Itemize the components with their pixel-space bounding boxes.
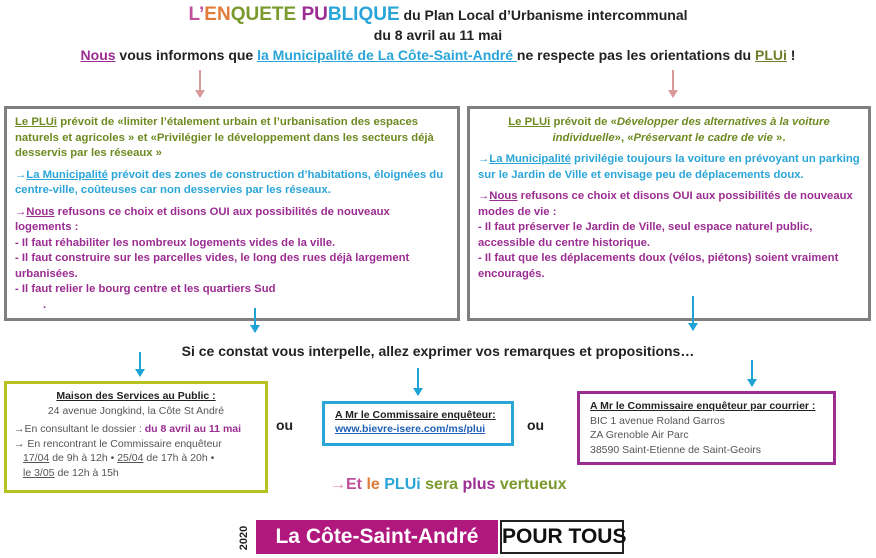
- title-part: PU: [301, 4, 328, 25]
- permanence-time: de 17h à 20h •: [143, 452, 215, 464]
- down-arrow-icon: [751, 360, 753, 386]
- courrier-line: ZA Grenoble Air Parc: [590, 429, 689, 441]
- down-arrow-icon: [417, 368, 419, 395]
- title-part: L’: [188, 4, 205, 25]
- right-arrow-icon: →: [478, 153, 490, 165]
- list-item: - Il faut relier le bourg centre et les quartiers Sud: [15, 283, 276, 295]
- right-arrow-icon: →: [15, 205, 27, 218]
- logo-year: [238, 520, 256, 554]
- right-arrow-icon: →: [15, 168, 27, 181]
- maison-services-box: [4, 381, 268, 493]
- maison-address: 24 avenue Jongkind, la Côte St André: [47, 404, 225, 417]
- municipalite-statement: prévoit des zones de construction d’habitations, éloignées du centre-ville, coûteuses car non desservies par les réseaux.: [15, 168, 444, 196]
- nous-statement: refusons ce choix et disons OUI aux possibilités de nouveaux logements :: [15, 205, 390, 233]
- consult-text: →En consultant le dossier :: [14, 423, 145, 435]
- plui-statement: prévoit de «limiter l’étalement urbain et l’urbanisation des espaces naturels et agricoles » et «Privilégier le développement dans les secteurs déjà desservis par les réseaux »: [15, 116, 434, 159]
- title-part: du: [399, 7, 425, 23]
- down-arrow-icon: [672, 70, 674, 97]
- plui-statement: Développer des alternatives à la voiture individuelle: [552, 116, 830, 144]
- courrier-line: BIC 1 avenue Roland Garros: [590, 414, 725, 427]
- slogan-word: plus: [462, 476, 500, 493]
- web-title: A Mr le Commissaire enquêteur:: [335, 409, 496, 421]
- slogan-word: vertueux: [499, 476, 567, 493]
- meet-line: → En rencontrant le Commissaire enquêteur: [14, 437, 222, 450]
- title-part: rbanisme: [521, 7, 588, 23]
- page-title: [0, 4, 876, 26]
- municipalite-statement: privilégie toujours la voiture en prévoyant un parking sur le Jardin de Ville et envisage peu de déplacements doux.: [478, 153, 860, 181]
- title-part: P: [424, 7, 434, 23]
- inform-text: vous informons que: [115, 47, 258, 63]
- municipalite-label: La Municipalité: [26, 168, 108, 181]
- inform-line: [0, 47, 876, 63]
- permanence-line: [14, 451, 258, 466]
- plui-mobilite-box: [467, 106, 871, 321]
- slogan-word: Et: [346, 476, 367, 493]
- down-arrow-icon: [139, 352, 141, 376]
- plui-urbanisme-box: [4, 106, 460, 321]
- web-box: [322, 401, 514, 446]
- permanence-date: 25/04: [117, 452, 144, 464]
- title-part: QUETE: [230, 4, 297, 25]
- right-arrow-icon: →: [330, 476, 346, 493]
- title-part: lan: [433, 7, 458, 23]
- permanence-line: [14, 466, 258, 481]
- list-item: - Il faut que les déplacements doux (vélos, piétons) soient vraiment encouragés.: [478, 252, 839, 280]
- web-link[interactable]: www.bievre-isere.com/ms/plui: [335, 423, 486, 435]
- ou-separator: ou: [276, 417, 294, 433]
- title-part: L: [457, 7, 467, 23]
- plui-statement: ».: [772, 131, 786, 144]
- logo-tag: POUR TOUS: [500, 520, 624, 554]
- permanence-time: de 9h à 12h •: [49, 452, 118, 464]
- consult-dates: du 8 avril au 11 mai: [144, 423, 242, 435]
- municipalite-label: la Municipalité de La Côte-Saint-André: [257, 47, 517, 63]
- consult-line: [14, 422, 258, 437]
- inform-text: !: [786, 47, 796, 63]
- plui-statement: », «: [614, 131, 634, 144]
- ou-separator: ou: [527, 417, 545, 433]
- nous-statement: refusons ce choix et disons OUI aux possibilités de nouveaux modes de vie :: [478, 190, 853, 218]
- municipalite-label: La Municipalité: [489, 153, 571, 165]
- permanence-date: 17/04: [23, 452, 50, 464]
- plui-label: Le PLUi: [508, 116, 551, 128]
- maison-title: Maison des Services au Public :: [56, 390, 216, 402]
- virtuous-slogan: [330, 476, 567, 494]
- title-part: i: [587, 7, 592, 23]
- logo: [238, 520, 627, 554]
- down-arrow-icon: [254, 308, 256, 332]
- logo-year-text: 2020: [238, 525, 251, 551]
- enquete-dates: du 8 avril au 11 mai: [373, 27, 503, 43]
- nous-label: Nous: [489, 190, 518, 202]
- courrier-box: [577, 391, 836, 465]
- list-item: - Il faut préserver le Jardin de Ville, seul espace naturel public, accessible du centre historique.: [478, 221, 813, 249]
- plui-label: PLUi: [755, 47, 787, 63]
- plui-statement: Préservant le cadre de vie: [633, 131, 773, 144]
- down-arrow-icon: [692, 296, 694, 330]
- inform-text: ne respecte pas les orientations du: [516, 47, 755, 63]
- list-item: - Il faut réhabiliter les nombreux logements vides de la ville.: [15, 236, 336, 249]
- courrier-line: 38590 Saint-Etienne de Saint-Geoirs: [590, 443, 762, 456]
- courrier-title: A Mr le Commissaire enquêteur par courrier :: [590, 400, 816, 412]
- logo-name: La Côte-Saint-André: [256, 520, 498, 554]
- dot: .: [43, 298, 47, 311]
- title-part: BLIQUE: [327, 4, 400, 25]
- permanence-time: de 12h à 15h: [54, 466, 119, 479]
- right-arrow-icon: →: [478, 190, 490, 202]
- slogan-word: le: [366, 476, 385, 493]
- plui-statement: prévoit de «: [550, 116, 617, 128]
- title-part: ocal d’: [466, 7, 511, 23]
- permanence-date: le 3/05: [23, 466, 55, 479]
- slogan-word: PLUi: [384, 476, 426, 493]
- title-part: EN: [204, 4, 231, 25]
- constat-text: Si ce constat vous interpelle, allez exprimer vos remarques et propositions…: [181, 343, 695, 359]
- nous-label: Nous: [80, 47, 116, 63]
- down-arrow-icon: [199, 70, 201, 97]
- title-part: ntercommunal: [591, 7, 688, 23]
- slogan-word: sera: [425, 476, 463, 493]
- list-item: - Il faut construire sur les parcelles vides, le long des rues déjà largement urbanisées.: [15, 252, 410, 280]
- nous-label: Nous: [26, 205, 55, 218]
- title-part: U: [510, 7, 522, 23]
- plui-label: Le PLUi: [15, 116, 58, 128]
